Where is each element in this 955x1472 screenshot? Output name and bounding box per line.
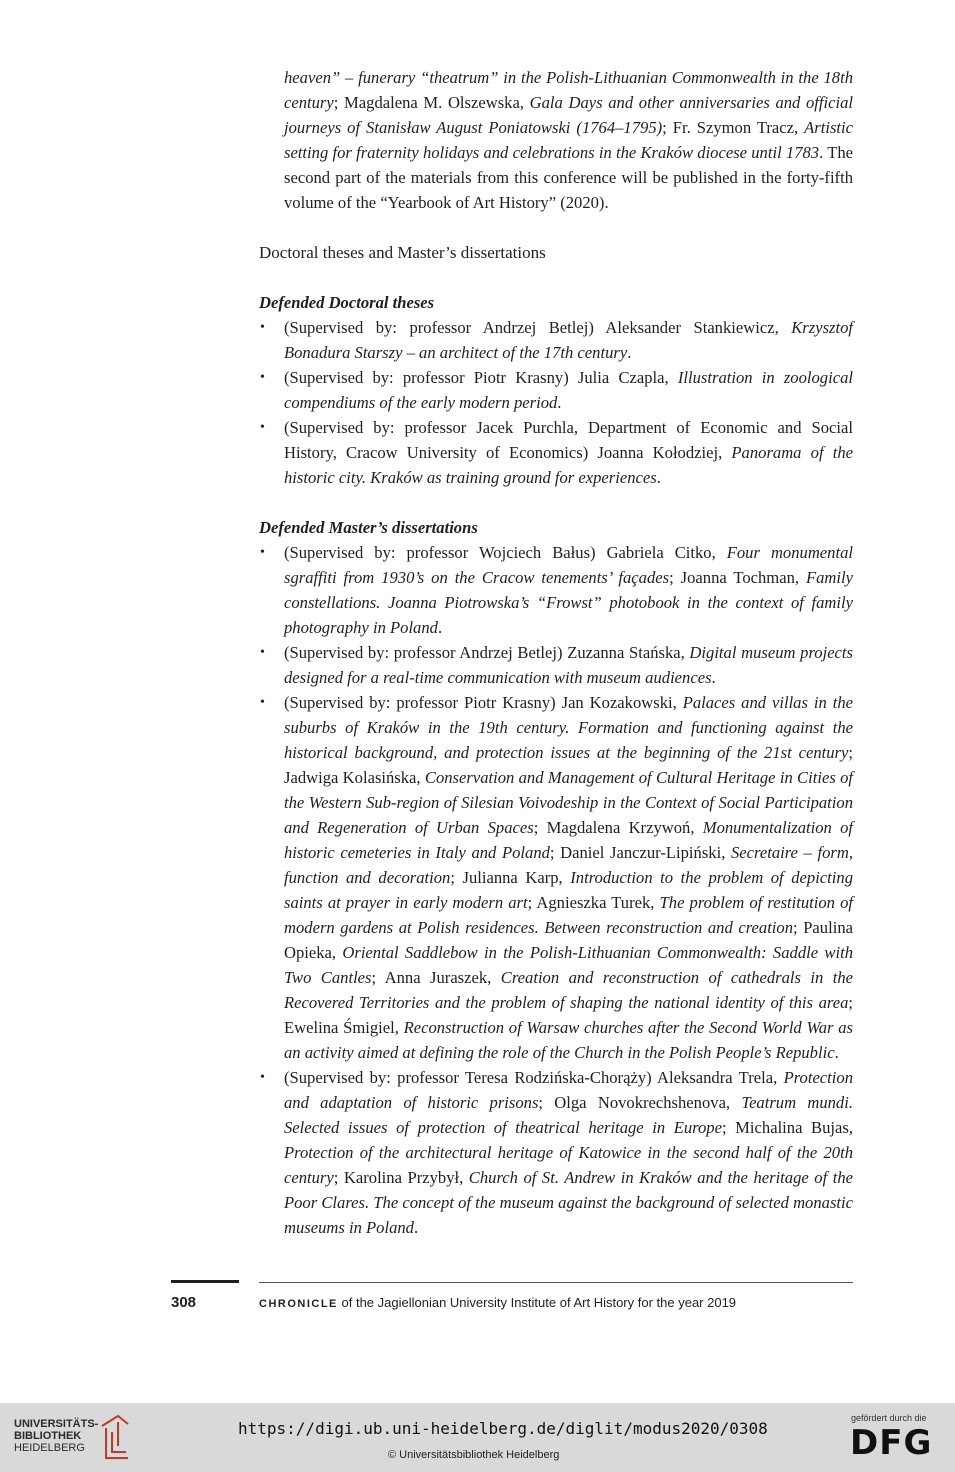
body-text: ; Daniel Janczur-Lipiński, xyxy=(549,843,731,862)
body-text: . The second part of the materials from this conference will be published in the forty-fifth volume of the “Yearbook of Art History” (2020). xyxy=(284,143,853,212)
doctoral-heading: Defended Doctoral theses xyxy=(259,293,435,312)
title-text: Panorama of the historic city. Kraków as training ground for experiences xyxy=(284,443,853,487)
body-text: ; Magdalena M. Olszewska, xyxy=(333,93,530,112)
body-text: ; Michalina Bujas, xyxy=(721,1118,853,1137)
body-text: . xyxy=(834,1043,839,1062)
title-text: Palaces and villas in the suburbs of Kraków in the 19th century. Formation and functioning against the historical background, and protection issues at the beginning of the 21st century xyxy=(284,693,853,762)
body-text: (Supervised by: professor Teresa Rodzińska-Chorąży) Aleksandra Trela, xyxy=(284,1068,784,1087)
list-item xyxy=(259,1065,853,1240)
title-text: Artistic setting for fraternity holidays and celebrations in the Kraków diocese until 1783 xyxy=(284,118,853,162)
list-item xyxy=(259,315,853,365)
intro-paragraph xyxy=(259,65,853,215)
copyright-text: © Universitätsbibliothek Heidelberg xyxy=(388,1449,560,1461)
title-text: Church of St. Andrew in Kraków and the heritage of the Poor Clares. The concept of the museum against the background of selected monastic museums in Poland xyxy=(284,1168,853,1237)
title-text: Protection of the architectural heritage of Katowice in the second half of the 20th century xyxy=(284,1143,853,1187)
title-text: Oriental Saddlebow in the Polish-Lithuanian Commonwealth: Saddle with Two Cantles xyxy=(284,943,853,987)
bullet-icon: • xyxy=(260,1070,265,1085)
library-line-1: UNIVERSITÄTS- xyxy=(14,1418,99,1430)
running-footer-caps: CHRONICLE xyxy=(259,1298,338,1310)
body-text: (Supervised by: professor Andrzej Betlej) Aleksander Stankiewicz, xyxy=(284,318,792,337)
bullet-icon: • xyxy=(260,420,265,435)
title-text: Illustration in zoological compendiums of the early modern period xyxy=(284,368,853,412)
body-text: (Supervised by: professor Piotr Krasny) Julia Czapla, xyxy=(284,368,678,387)
body-text: . xyxy=(627,343,632,362)
footer-rule-thick xyxy=(171,1280,239,1283)
page-number: 308 xyxy=(171,1294,197,1311)
body-text: ; Fr. Szymon Tracz, xyxy=(662,118,805,137)
running-footer-text: of the Jagiellonian University Institute of Art History for the year 2019 xyxy=(337,1295,737,1310)
library-logo[interactable] xyxy=(14,1418,98,1454)
running-footer xyxy=(259,1295,736,1310)
funder-label: gefördert durch die xyxy=(851,1413,927,1423)
list-item xyxy=(259,640,853,690)
body-text: ; Ewelina Śmigiel, xyxy=(284,993,853,1037)
body-text: (Supervised by: professor Jacek Purchla, Department of Economic and Social History, Cracow University of Economics) Joanna Kołodziej, xyxy=(284,418,853,462)
body-text: ; Magdalena Krzywoń, xyxy=(533,818,703,837)
title-text: Conservation and Management of Cultural Heritage in Cities of the Western Sub-region of Silesian Voivodeship in the Context of Social Participation and Regeneration of Urban Spaces xyxy=(284,768,853,837)
body-text: (Supervised by: professor Piotr Krasny) Jan Kozakowski, xyxy=(284,693,683,712)
bullet-icon: • xyxy=(260,320,265,335)
body-text: ; Olga Novokrechshenova, xyxy=(538,1093,742,1112)
body-text: ; Jadwiga Kolasińska, xyxy=(284,743,853,787)
list-item xyxy=(259,690,853,1065)
body-text: ; Agnieszka Turek, xyxy=(527,893,660,912)
title-text: Digital museum projects designed for a real-time communication with museum audiences xyxy=(284,643,853,687)
master-list xyxy=(259,540,853,1240)
body-text: ; Anna Juraszek, xyxy=(371,968,501,987)
library-line-2: BIBLIOTHEK xyxy=(14,1430,82,1442)
footer-rule xyxy=(259,1282,853,1283)
body-text: ; Julianna Karp, xyxy=(450,868,571,887)
title-text: Monumentalization of historic cemeteries in Italy and Poland xyxy=(284,818,853,862)
page-url-link[interactable]: https://digi.ub.uni-heidelberg.de/diglit/modus2020/0308 xyxy=(238,1419,768,1438)
title-text: Reconstruction of Warsaw churches after the Second World War as an activity aimed at defining the role of the Church in the Polish People’s Republic xyxy=(284,1018,853,1062)
list-item xyxy=(259,365,853,415)
title-text: Creation and reconstruction of cathedrals in the Recovered Territories and the problem of shaping the national identity of this area xyxy=(284,968,853,1012)
library-line-3: HEIDELBERG xyxy=(14,1442,85,1454)
master-heading: Defended Master’s dissertations xyxy=(259,518,478,537)
ub-heidelberg-mark-icon xyxy=(98,1412,134,1462)
body-text: . xyxy=(413,1218,419,1237)
bullet-icon: • xyxy=(260,695,265,710)
section-heading: Doctoral theses and Master’s dissertations xyxy=(259,243,546,262)
body-text: ; Karolina Przybył, xyxy=(333,1168,469,1187)
body-text: . xyxy=(711,668,716,687)
body-text: . xyxy=(656,468,661,487)
list-item xyxy=(259,415,853,490)
title-text: Teatrum mundi. Selected issues of protection of theatrical heritage in Europe xyxy=(284,1093,853,1137)
viewer-footer xyxy=(0,1403,955,1472)
body-text: ; Joanna Tochman, xyxy=(669,568,806,587)
bullet-icon: • xyxy=(260,370,265,385)
body-text: ; Paulina Opieka, xyxy=(284,918,853,962)
title-text: Four monumental sgraffiti from 1930’s on the Cracow tenements’ façades xyxy=(284,543,853,587)
title-text: Protection and adaptation of historic prisons xyxy=(284,1068,853,1112)
bullet-icon: • xyxy=(260,645,265,660)
body-text: (Supervised by: professor Andrzej Betlej) Zuzanna Stańska, xyxy=(284,643,690,662)
title-text: heaven” – funerary “theatrum” in the Polish-Lithuanian Commonwealth in the 18th century xyxy=(284,68,853,112)
main-text-column xyxy=(259,65,853,1240)
body-text: (Supervised by: professor Wojciech Bałus) Gabriela Citko, xyxy=(284,543,727,562)
title-text: Introduction to the problem of depicting saints at prayer in early modern art xyxy=(284,868,853,912)
title-text: Secretaire – form, function and decoration xyxy=(284,843,853,887)
title-text: Gala Days and other anniversaries and official journeys of Stanisław August Poniatowski (1764–1795) xyxy=(284,93,853,137)
title-text: Family constellations. Joanna Piotrowska’s “Frowst” photobook in the context of family photography in Poland xyxy=(284,568,853,637)
title-text: Krzysztof Bonadura Starszy – an architect of the 17th century xyxy=(284,318,853,362)
title-text: The problem of restitution of modern gardens at Polish residences. Between reconstruction and creation xyxy=(284,893,853,937)
body-text: . xyxy=(437,618,443,637)
bullet-icon: • xyxy=(260,545,265,560)
doctoral-list xyxy=(259,315,853,490)
body-text: . xyxy=(557,393,562,412)
dfg-logo[interactable]: DFG xyxy=(850,1423,933,1463)
list-item xyxy=(259,540,853,640)
